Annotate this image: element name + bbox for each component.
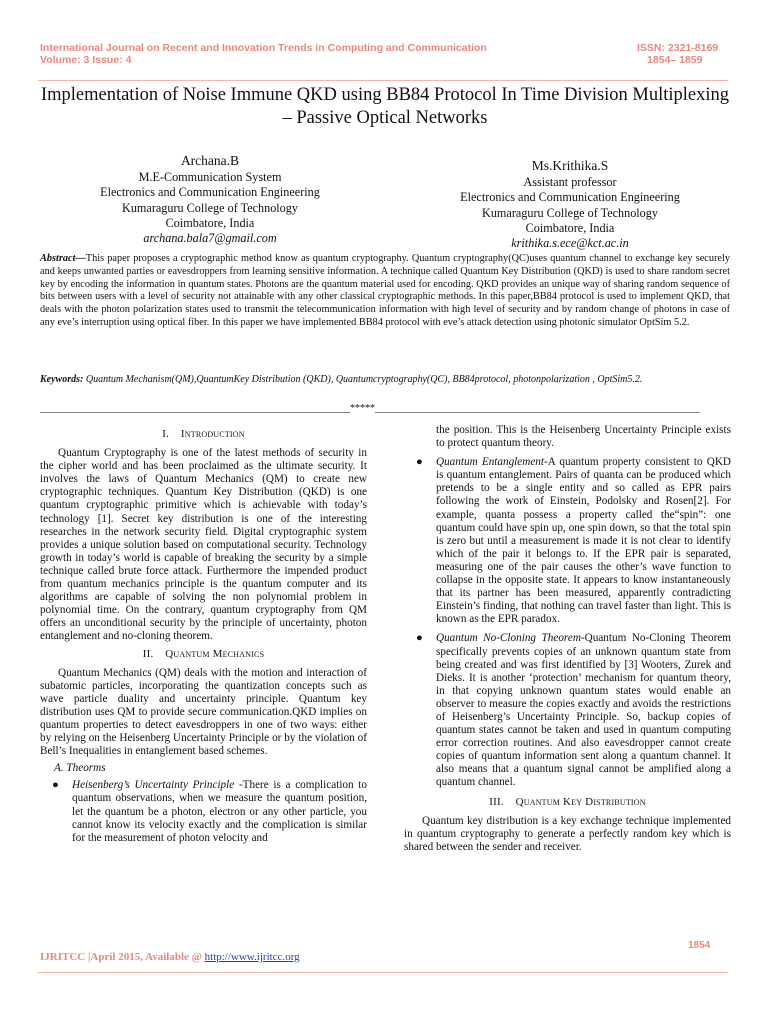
journal-issn-block <box>637 42 718 66</box>
footer-text: IJRITCC |April 2015, Available @ <box>40 951 205 963</box>
author-line: Assistant professor <box>523 175 617 190</box>
bullet-continuation: the position. This is the Heisenberg Uncertainty Principle exists to protect quantum theory. <box>436 424 731 450</box>
bullet-title: Quantum Entanglement <box>436 456 544 469</box>
author-block-1 <box>60 153 360 246</box>
bullet-quantum-entanglement <box>404 456 731 626</box>
section-number: I. <box>162 428 170 440</box>
section-title: Quantum Mechanics <box>165 647 265 660</box>
bullet-text: -A quantum property consistent to QKD is quantum entanglement. Pairs of quanta can be produced which pretends to be a single entity and so called as EPR pairs following the work of Einstein, Podolsky and Rosen[2]. For example, quanta possess a property called the“spin”: one quantum could have spin up, one spin down, so that the total spin is zero but until a measurement is made it is not clear to identify which of the pair it belongs to. If the EPR pair is separated, measuring one of the pair causes the other’s wave function to collapse in the opposite state. It appears to know instantaneously that its partner has been measured, apparently contradicting Einstein’s finding, that nothing can travel faster than light. This is known as the EPR paradox. <box>436 456 732 626</box>
section-number: III. <box>489 795 504 808</box>
author-line: Coimbatore, India <box>165 215 255 230</box>
author-name: Archana.B <box>180 153 240 168</box>
author-name: Ms.Krithika.S <box>531 158 609 173</box>
left-column <box>40 424 367 851</box>
page-number: 1854 <box>688 940 711 951</box>
author-block-2 <box>420 158 720 251</box>
section-title: Introduction <box>180 428 245 440</box>
journal-issn: ISSN: 2321-8169 <box>637 42 719 54</box>
paragraph-quantum-mechanics: Quantum Mechanics (QM) deals with the motion and interaction of subatomic particles, incorporating the quantization concepts such as wave particle duality and uncertainty principle. Quantum key distribution uses QM to provide secure communication.QKD implies on quantum properties to detect eavesdroppers in one of two ways: either by relying on the Heisenberg Uncertainty Principle or by the violation of Bell’s Inequalities in entanglement based schemes. <box>40 666 367 758</box>
journal-header <box>40 42 487 66</box>
author-line: Kumaraguru College of Technology <box>482 205 658 220</box>
bullet-title: Heisenberg’s Uncertainty Principle <box>72 779 235 792</box>
bullet-text: -There is a complication to quantum observations, when we measure the quantum position, let the quantum be a photon, electron or any other particle, you cannot know its velocity exactly and the complication is similar for the measurement of photon velocity and <box>72 779 367 844</box>
journal-name: International Journal on Recent and Innovation Trends in Computing and Communication <box>40 42 487 54</box>
author-line: Electronics and Communication Engineering <box>100 185 320 200</box>
journal-volume: Volume: 3 Issue: 4 <box>40 54 132 66</box>
bullet-title: Quantum No-Cloning Theorem <box>436 632 581 645</box>
paragraph-qkd: Quantum key distribution is a key exchange technique implemented in quantum cryptography to generate a perfectly random key which is shared between the sender and receiver. <box>404 814 731 853</box>
section-heading-qkd <box>404 796 731 809</box>
abstract-text: This paper proposes a cryptographic method know as quantum cryptography. Quantum cryptography(QC)uses quantum channel to exchange key securely and keeps unwanted parties or eavesdroppers from learning sensitive information. A technique called Quantum Key Distribution (QKD) is used to share random secret key by encoding the information in quantum states. Photons are the quantum material used for encoding. QKD provides an unique way of sharing random sequence of bits between users with a level of security not attainable with any other classical cryptographic methods. In this paper,BB84 protocol is used to implement QKD, that deals with the photon polarization states used to transmit the telecommunication information with high level of security and by random change of photons in case of any eve’s interruption using optical fiber. In this paper we have implemented BB84 protocol with eve’s attack detection using photonic simulator OptSim 5.2. <box>40 253 730 328</box>
section-heading-quantum-mechanics <box>40 648 367 661</box>
abstract-label: Abstract— <box>40 253 86 264</box>
keywords-text: Quantum Mechanism(QM),QuantumKey Distribution (QKD), Quantumcryptography(QC), BB84protocol, photonpolarization , OptSim5.2. <box>85 374 643 385</box>
keywords-label: Keywords: <box>40 374 84 385</box>
paper-title: Implementation of Noise Immune QKD using BB84 Protocol In Time Division Multiplexing – Passive Optical Networks <box>40 85 730 128</box>
subsection-heading-theorms: A. Theorms <box>54 762 106 775</box>
section-heading-introduction <box>40 428 367 441</box>
section-title: Quantum Key Distribution <box>515 795 646 808</box>
bullet-dot-icon: ● <box>416 632 423 645</box>
footer <box>40 951 300 963</box>
author-line: M.E-Communication System <box>138 170 282 185</box>
bullet-uncertainty-principle <box>40 779 367 844</box>
abstract <box>40 253 730 330</box>
paragraph-introduction: Quantum Cryptography is one of the latest methods of security in the cipher world and has been proclaimed as the ultimate security. It involves the laws of Quantum Mechanics (QM) to create new cryptographic techniques. Quantum Key Distribution (QKD) is one quantum cryptographic primitive which is achievable with today’s technology [1]. Secret key distribution is one of the interesting researches in the network security field. Digital cryptographic system provides a unique solution based on computational security. Technology growth in today’s world is capable of breaking the security by a simple technique called brute force attack. Furthermore the impended product from quantum mechanics principle is the quantum computer and its algorithms are capable of solving the non polynomial problem in polynomial time. On the contrary, quantum cryptography from QM offers an unconditional security by the principle of uncertainty, photon entanglement and no-cloning theorem. <box>40 447 367 643</box>
bullet-no-cloning-theorem <box>404 632 731 789</box>
section-number: II. <box>142 647 154 660</box>
journal-pages: 1854– 1859 <box>647 54 703 66</box>
bullet-dot-icon: ● <box>52 779 59 792</box>
keywords <box>40 374 730 386</box>
separator-stars: ***** <box>350 403 375 414</box>
author-line: Kumaraguru College of Technology <box>122 200 298 215</box>
footer-rule <box>38 972 728 973</box>
bullet-text: -Quantum No-Cloning Theorem specifically prevents copies of an unknown quantum state from being created and was first identified by [3] Wooters, Zurek and Dieks. It is another ‘protection’ mechanism for quantum theory, in that copying unknown quantum states would enable an observer to measure the copies exactly and avoids the restrictions of Heisenberg’s Uncertainty Principle. So, backup copies of quantum states cannot be taken and used in quantum computing error correction routines. And also eavesdropper cannot create copies of quantum information sent along a quantum channel. It also means that a quantum signal cannot be amplified along a quantum channel. <box>436 632 731 789</box>
author-email: krithika.s.ece@kct.ac.in <box>511 236 629 251</box>
footer-link[interactable]: http://www.ijritcc.org <box>204 951 300 963</box>
author-email: archana.bala7@gmail.com <box>143 231 277 246</box>
header-rule <box>38 80 728 81</box>
author-line: Coimbatore, India <box>525 220 615 235</box>
right-column <box>404 424 731 858</box>
bullet-dot-icon: ● <box>416 456 423 469</box>
author-line: Electronics and Communication Engineering <box>460 190 680 205</box>
section-separator: ______________________________________________________________*****_________________________________________________________________ <box>40 403 700 414</box>
